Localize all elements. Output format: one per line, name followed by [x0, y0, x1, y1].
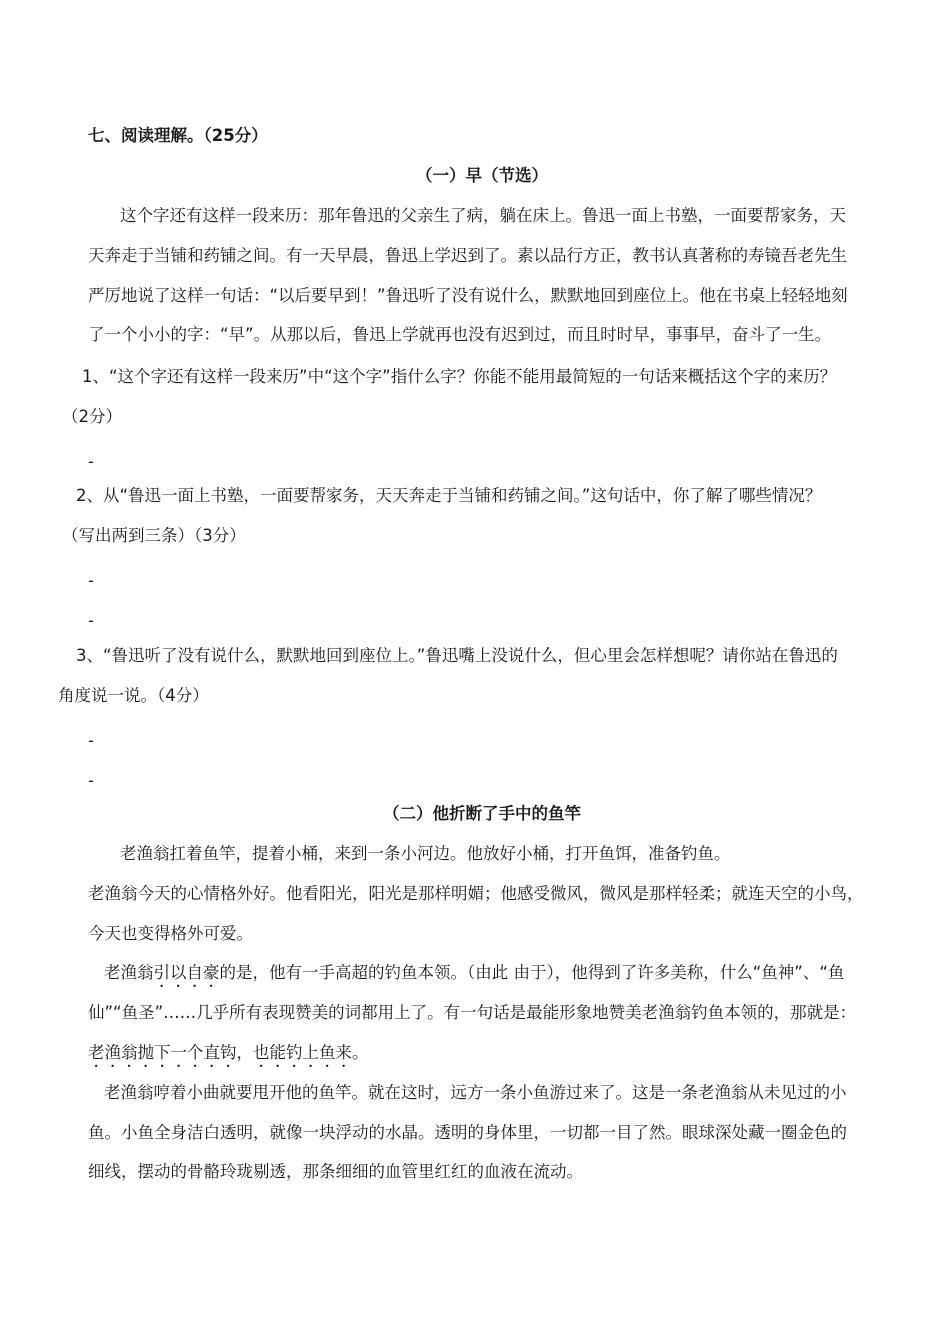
- passage1-title: （一）早（节选）: [416, 166, 548, 185]
- question-1-line1: 1、“这个字还有这样一段来历”中“这个字”指什么字？你能不能用最简短的一句话来概括这个字的来历？: [82, 367, 837, 386]
- passage2-paragraph-4-line: 细线，摆动的骨骼玲珑剔透，那条细细的血管里红红的血液在流动。: [88, 1162, 583, 1181]
- passage1-line: 天奔走于当铺和药铺之间。有一天早晨，鲁迅上学迟到了。素以品行方正，教书认真著称的寿镜吾老先生: [88, 246, 847, 265]
- text-segment: 的是，他有一手高超的钓鱼本领。（由此 由于），他得到了许多美称，什么“鱼神”、“鱼: [219, 963, 845, 982]
- question-2-line2: （写出两到三条）（3分）: [62, 526, 246, 545]
- passage2-paragraph-2-line: 今天也变得格外可爱。: [88, 924, 253, 943]
- answer-line-2b[interactable]: -: [88, 611, 94, 630]
- passage1-line: 严厉地说了这样一句话：“以后要早到！”鲁迅听了没有说什么，默默地回到座位上。他在书桌上轻轻地刻: [88, 286, 848, 305]
- passage2-title: （二）他折断了手中的鱼竿: [383, 804, 581, 823]
- section-title: 七、阅读理解。（25分）: [88, 126, 268, 145]
- passage2-paragraph-3-line1: [104, 962, 844, 991]
- answer-line-1[interactable]: -: [88, 452, 94, 471]
- passage2-paragraph-3-line2: 仙”“鱼圣”……几乎所有表现赞美的词都用上了。有一句话是最能形象地赞美老渔翁钓鱼本领的，那就是：: [88, 1003, 857, 1022]
- question-1-line2: （2分）: [62, 407, 122, 426]
- passage2-paragraph-1: 老渔翁扛着鱼竿，提着小桶，来到一条小河边。他放好小桶，打开鱼饵，准备钓鱼。: [120, 844, 731, 863]
- text-segment: 老渔翁: [104, 963, 154, 982]
- answer-line-3b[interactable]: -: [88, 771, 94, 790]
- dotted-phrase: 引以自豪: [153, 963, 220, 982]
- passage2-paragraph-3-line3: 老渔翁抛下一个直钩，也能钓上鱼来。: [88, 1043, 369, 1062]
- question-2-line1: 2、从“鲁迅一面上书塾，一面要帮家务，天天奔走于当铺和药铺之间。”这句话中，你了解了哪些情况？: [76, 486, 822, 505]
- passage1-line: 这个字还有这样一段来历：那年鲁迅的父亲生了病，躺在床上。鲁迅一面上书塾，一面要帮家务，天: [120, 206, 846, 225]
- question-3-line1: 3、“鲁迅听了没有说什么，默默地回到座位上。”鲁迅嘴上没说什么，但心里会怎样想呢？请你站在鲁迅的: [76, 646, 838, 665]
- answer-line-3a[interactable]: -: [88, 731, 94, 750]
- passage1-line: 了一个小小的字：“早”。从那以后，鲁迅上学就再也没有迟到过，而且时时早，事事早，奋斗了一生。: [88, 325, 832, 344]
- question-3-line2: 角度说一说。（4分）: [58, 686, 209, 705]
- passage2-paragraph-4-line: 老渔翁哼着小曲就要甩开他的鱼竿。就在这时，远方一条小鱼游过来了。这是一条老渔翁从未见过的小: [104, 1083, 847, 1102]
- answer-line-2a[interactable]: -: [88, 571, 94, 590]
- passage2-paragraph-2-line: 老渔翁今天的心情格外好。他看阳光，阳光是那样明媚；他感受微风，微风是那样轻柔；就连天空的小鸟，: [88, 884, 864, 903]
- passage2-paragraph-4-line: 鱼。小鱼全身洁白透明，就像一块浮动的水晶。透明的身体里，一切都一目了然。眼球深处藏一圈金色的: [88, 1123, 847, 1142]
